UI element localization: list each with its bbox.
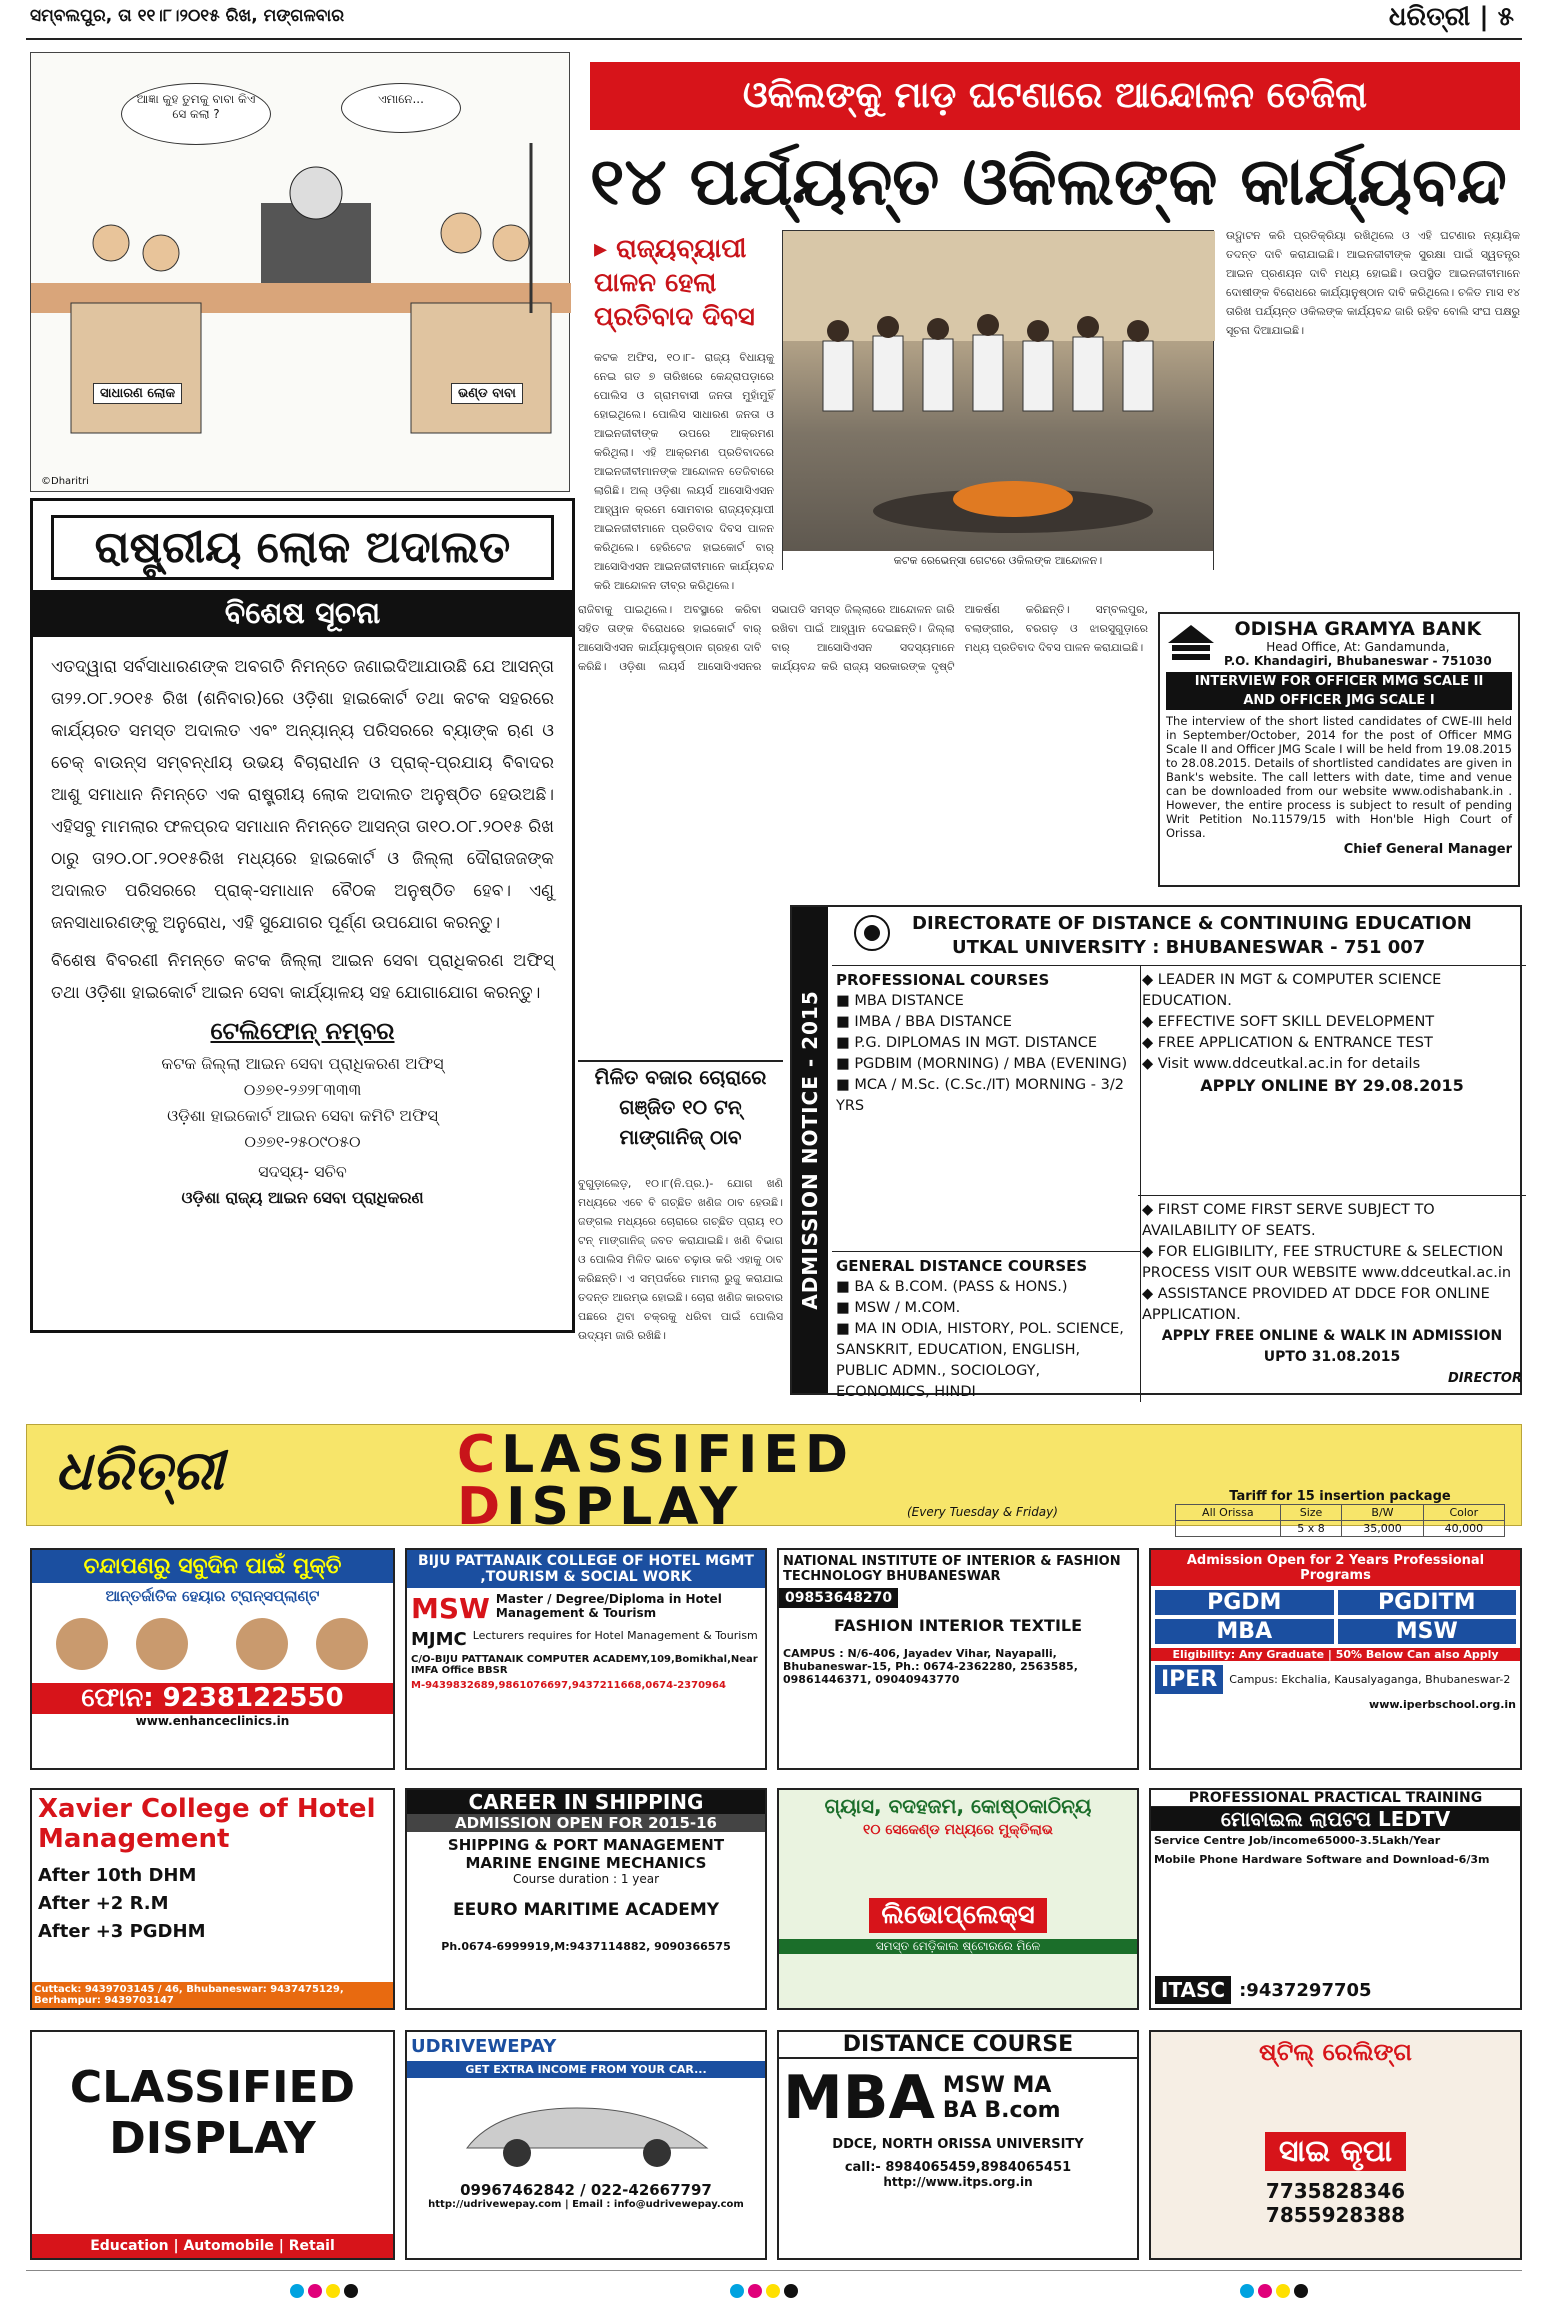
- xavier-line-1: After 10th DHM: [38, 1865, 197, 1886]
- iper-web: www.iperbschool.org.in: [1369, 1698, 1516, 1711]
- xavier-title: Xavier College of Hotel Management: [38, 1794, 376, 1854]
- livo-title: ଗ୍ୟାସ, ବଦହଜମ, କୋଷ୍ଠକାଠିନ୍ୟ: [824, 1794, 1092, 1818]
- notice-subtitle: ବିଶେଷ ସୂଚନା: [33, 590, 572, 637]
- shipping-phone: Ph.0674-6999919,M:9437114882, 9090366575: [441, 1940, 731, 1953]
- shipping-duration: Course duration : 1 year: [512, 1872, 660, 1886]
- itasc-sub: ମୋବାଇଲ ଲାପଟପ LEDTV: [1151, 1807, 1520, 1831]
- iper-eligibility: Eligibility: Any Graduate | 50% Below Can also Apply: [1151, 1648, 1520, 1661]
- utkal-logo-icon: [852, 913, 892, 953]
- ad-shipping: [405, 1788, 767, 2010]
- pro-head: PROFESSIONAL COURSES: [836, 971, 1050, 989]
- biju-address: C/O-BIJU PATTANAIK COMPUTER ACADEMY,109,Bomikhal,Near IMFA Office BBSR: [411, 1654, 758, 1676]
- dateline: ସମ୍ବଲପୁର, ତା ୧୧।୮।୨୦୧୫ ରିଖ, ମଙ୍ଗଳବାର: [30, 6, 345, 26]
- udrive-title: UDRIVEWEPAY: [411, 2036, 557, 2057]
- label-fake-baba: ଭଣ୍ଡ ବାବା: [451, 383, 523, 404]
- niift-courses: FASHION INTERIOR TEXTILE: [833, 1616, 1083, 1635]
- lead-kicker: ▸ ରାଜ୍ୟବ୍ୟାପୀ ପାଳନ ହେଲା ପ୍ରତିବାଦ ଦିବସ: [594, 234, 755, 332]
- biju-title: BIJU PATTANAIK COLLEGE OF HOTEL MGMT ,TOURISM & SOCIAL WORK: [407, 1550, 765, 1588]
- walk-in: APPLY FREE ONLINE & WALK IN ADMISSION UPTO 31.08.2015: [1161, 1328, 1503, 1365]
- bank-signature: Chief General Manager: [1343, 842, 1512, 857]
- biju-course: Master / Degree/Diploma in Hotel Management & Tourism: [495, 1592, 722, 1620]
- shipping-academy: EEURO MARITIME ACADEMY: [452, 1900, 720, 1920]
- cartoon-credit: ©Dharitri: [41, 476, 89, 487]
- pro-item-1: ■ MBA DISTANCE: [836, 993, 964, 1009]
- masthead: ଧରିତ୍ରୀ | ୫: [1388, 2, 1514, 32]
- itasc-phone: :9437297705: [1239, 1979, 1372, 2001]
- info-2: ◆ FOR ELIGIBILITY, FEE STRUCTURE & SELECTION PROCESS VISIT OUR WEBSITE www.ddceutkal.ac.in: [1142, 1244, 1512, 1281]
- shipping-title: CAREER IN SHIPPING: [407, 1790, 765, 1814]
- hair-phone: ଫୋନ: 9238122550: [32, 1683, 393, 1714]
- pro-item-3: ■ P.G. DIPLOMAS IN MGT. DISTANCE: [836, 1035, 1098, 1051]
- pro-item-5: ■ MCA / M.Sc. (C.Sc./IT) MORNING - 3/2 YRS: [836, 1077, 1124, 1114]
- railing-phone-1: 7735828346: [1265, 2179, 1406, 2203]
- registration-marks-2: [730, 2284, 810, 2302]
- registration-marks-1: [290, 2284, 370, 2302]
- classified-tag: (Every Tuesday & Friday): [907, 1505, 1058, 1519]
- dc-title: DISTANCE COURSE: [779, 2032, 1137, 2059]
- ddce-side-text: ADMISSION NOTICE - 2015: [798, 990, 822, 1310]
- biju-mjmc: MJMC: [411, 1629, 467, 1650]
- lead-banner: ଓକିଲଙ୍କୁ ମାଡ଼ ଘଟଣାରେ ଆନ୍ଦୋଳନ ତେଜିଲା: [590, 62, 1520, 130]
- railing-phone-2: 7855928388: [1265, 2203, 1406, 2227]
- classified-banner: [26, 1424, 1522, 1537]
- shipping-course-1: SHIPPING & PORT MANAGEMENT: [447, 1836, 725, 1854]
- feature-2: ◆ EFFECTIVE SOFT SKILL DEVELOPMENT: [1142, 1014, 1435, 1030]
- ddce-features: [1138, 965, 1526, 1199]
- railing-title: ଷ୍ଟିଲ୍ ରେଲିଙ୍ଗ: [1259, 2038, 1412, 2066]
- classified-title: CLASSIFIED DISPLAY: [457, 1425, 855, 1537]
- shipping-course-2: MARINE ENGINE MECHANICS: [465, 1854, 707, 1872]
- gen-item-2: ■ MSW / M.COM.: [836, 1300, 961, 1316]
- pro-item-4: ■ PGDBIM (MORNING) / MBA (EVENING): [836, 1056, 1128, 1072]
- ddce-side-band: [792, 907, 828, 1393]
- ad-classified-display: [30, 2030, 395, 2260]
- ddce-admission-ad: [790, 905, 1522, 1400]
- photo-crowd-graphic: [783, 231, 1215, 551]
- dc-phone: call:- 8984065459,8984065451: [844, 2160, 1072, 2175]
- gen-head: GENERAL DISTANCE COURSES: [836, 1257, 1088, 1275]
- ad-iper: [1149, 1548, 1522, 1770]
- feature-4: ◆ Visit www.ddceutkal.ac.in for details: [1142, 1056, 1421, 1072]
- registration-marks-3: [1240, 2284, 1320, 2302]
- notice-body-2: ବିଶେଷ ବିବରଣୀ ନିମନ୍ତେ କଟକ ଜିଲ୍ଲା ଆଇନ ସେବା ପ୍ରାଧିକରଣ ଅଫିସ୍ ତଥା ଓଡ଼ିଶା ହାଇକୋର୍ଟ ଆଇନ ସେବା କାର୍ଯ୍ୟାଳୟ ସହ ଯୋଗାଯୋଗ କରନ୍ତୁ।: [51, 951, 554, 1003]
- livo-footer: ସମସ୍ତ ମେଡ଼ିକାଲ ଷ୍ଟୋରରେ ମିଳେ: [779, 1939, 1137, 1954]
- car-graphic: [407, 2078, 767, 2178]
- hair-sub: ଆନ୍ତର୍ଜାତିକ ହେୟାର ଟ୍ରାନ୍ସପ୍ଲାଣ୍ଟ: [105, 1587, 320, 1605]
- bank-office: Head Office, At: Gandamunda,: [1266, 640, 1450, 654]
- cartoon-drawing: [31, 53, 571, 493]
- itasc-logo: ITASC: [1155, 1976, 1231, 2004]
- iper-mba: MBA: [1155, 1619, 1334, 1644]
- lead-column-3: ଉଦ୍ଘାଟନ କରି ପ୍ରତିକ୍ରିୟା ରଖିଥିଲେ ଓ ଏହି ଘଟଣାର ନ୍ୟାୟିକ ତଦନ୍ତ ଦାବି କରାଯାଇଛି। ଆଇନଜୀବୀଙ୍କ ସୁରକ୍ଷା ପାଇଁ ସ୍ୱତନ୍ତ୍ର ଆଇନ ପ୍ରଣୟନ ଦାବି ମଧ୍ୟ ହୋଇଛି। ଉପସ୍ଥିତ ଆଇନଜୀବୀମାନେ ଦୋଷୀଙ୍କ ବିରୋଧରେ କାର୍ଯ୍ୟାନୁଷ୍ଠାନ ଦାବି କରିଥିଲେ। ଚଳିତ ମାସ ୧୪ ତାରିଖ ପର୍ଯ୍ୟନ୍ତ ଓକିଲଙ୍କ କାର୍ଯ୍ୟବନ୍ଦ ଜାରି ରହିବ ବୋଲି ସଂଘ ପକ୍ଷରୁ ସୂଚନା ଦିଆଯାଇଛି।: [1226, 229, 1520, 337]
- ad-steel-railing: [1149, 2030, 1522, 2260]
- feature-3: ◆ FREE APPLICATION & ENTRANCE TEST: [1142, 1035, 1433, 1051]
- dc-university: DDCE, NORTH ORISSA UNIVERSITY: [832, 2137, 1084, 2152]
- editorial-cartoon: [30, 52, 570, 492]
- iper-msw: MSW: [1338, 1619, 1517, 1644]
- itasc-line-1: Service Centre Job/income65000-3.5Lakh/Year: [1154, 1834, 1441, 1847]
- gen-item-1: ■ BA & B.COM. (PASS & HONS.): [836, 1279, 1068, 1295]
- bank-bar-2: AND OFFICER JMG SCALE I: [1166, 691, 1512, 710]
- udrive-web: http://udrivewepay.com | Email : info@udrivewepay.com: [428, 2199, 744, 2210]
- notice-sign-2: ଓଡ଼ିଶା ରାଜ୍ୟ ଆଇନ ସେବା ପ୍ରାଧିକରଣ: [181, 1188, 424, 1207]
- ddce-professional: [832, 965, 1141, 1254]
- iper-pgditm: PGDITM: [1338, 1590, 1517, 1615]
- hair-title: ଚନ୍ଦାପଣରୁ ସବୁଦିନ ପାଇଁ ମୁକ୍ତି: [32, 1550, 393, 1583]
- gramya-bank-ad: [1158, 612, 1520, 887]
- footer-rule: [26, 2270, 1522, 2271]
- tariff-box: [1175, 1489, 1505, 1537]
- iper-pgdm: PGDM: [1155, 1590, 1334, 1615]
- ddce-info: [1138, 1195, 1526, 1404]
- shipping-sub: ADMISSION OPEN FOR 2015-16: [407, 1814, 765, 1832]
- itasc-line-2: Mobile Phone Hardware Software and Download-6/3m: [1154, 1853, 1490, 1866]
- dc-right-2: BA B.com: [942, 2098, 1061, 2123]
- bank-logo-icon: [1166, 623, 1216, 663]
- photo-caption: କଟକ ରେଭେନ୍ସା ଗେଟରେ ଓକିଲଙ୍କ ଆନ୍ଦୋଳନ।: [783, 551, 1213, 571]
- iper-logo: IPER: [1155, 1665, 1223, 1694]
- ad-itasc: [1149, 1788, 1522, 2010]
- ad-distance-course: [777, 2030, 1139, 2260]
- cd-title-2: DISPLAY: [109, 2113, 316, 2164]
- niift-address: CAMPUS : N/6-406, Jayadev Vihar, Nayapalli, Bhubaneswar-15, Ph.: 0674-2362280, 2563585, 09861446371, 09040943770: [783, 1647, 1078, 1686]
- manganese-headline: ମିଳିତ ବଜାର ଚୋରାରେ ଗଞ୍ଜିତ ୧୦ ଟନ୍ ମାଙ୍ଗାନିଜ୍ ଠାବ: [578, 1060, 783, 1170]
- ad-livoplex: [777, 1788, 1139, 2010]
- before-after-graphic: [32, 1609, 392, 1679]
- iper-address: Campus: Ekchalia, Kausalyaganga, Bhubaneswar-2: [1229, 1673, 1511, 1686]
- ad-udrivewepay: [405, 2030, 767, 2260]
- dc-mba: MBA: [783, 2063, 935, 2133]
- biju-lecturers: Lecturers requires for Hotel Management & Tourism: [472, 1629, 758, 1642]
- speech-bubble-reply: ଏମାନେ...: [341, 83, 461, 133]
- ad-niift: [777, 1548, 1139, 1770]
- ad-hair-clinic: [30, 1548, 395, 1770]
- udrive-phone: 09967462842 / 022-42667797: [460, 2181, 712, 2199]
- lead-column-1: କଟକ ଅଫିସ, ୧୦।୮- ରାଜ୍ୟ ବିଧାୟକୁ ନେଇ ଗତ ୭ ତାରିଖରେ କେନ୍ଦ୍ରାପଡ଼ାରେ ପୋଲିସ ଓ ଗ୍ରାମବାସୀ ଜନତା ମୁହାଁମୁହିଁ ହୋଇଥିଲେ। ପୋଲିସ ସାଧାରଣ ଜନତା ଓ ଆଇନଜୀବୀଙ୍କ ଉପରେ ଆକ୍ରମଣ କରିଥିଲା। ଏହି ଆକ୍ରମଣ ପ୍ରତିବାଦରେ ଆଇନଜୀବୀମାନଙ୍କ ଆନ୍ଦୋଳନ ତେଜିବାରେ ଲାଗିଛି। ଅଲ୍ ଓଡ଼ିଶା ଲୟର୍ସ ଆସୋସିଏସନ ଆହ୍ୱାନ କ୍ରମେ ସୋମବାର ରାଜ୍ୟବ୍ୟାପୀ ଆଇନଜୀବୀମାନେ ପ୍ରତିବାଦ ଦିବସ ପାଳନ କରିଥିଲେ। ହେରିଟେଜ ହାଇକୋର୍ଟ ବାର୍ ଆସୋସିଏସନ ଆଇନଜୀବୀମାନେ କାର୍ଯ୍ୟବନ୍ଦ କରି ଆନ୍ଦୋଳନ ତୀବ୍ର କରିଥିଲେ।: [594, 351, 774, 592]
- tariff-title: Tariff for 15 insertion package: [1229, 1489, 1451, 1504]
- dc-web: http://www.itps.org.in: [883, 2175, 1033, 2189]
- dc-right-1: MSW MA: [942, 2073, 1052, 2098]
- biju-phone: M-9439832689,9861076697,9437211668,0674-2370964: [411, 1680, 726, 1691]
- iper-title: Admission Open for 2 Years Professional Programs: [1151, 1550, 1520, 1586]
- notice-phone-2: ୦୬୭୧-୨୫୦୯୦୫୦: [244, 1132, 361, 1151]
- bank-bar-1: INTERVIEW FOR OFFICER MMG SCALE II: [1166, 672, 1512, 691]
- ddce-university: UTKAL UNIVERSITY : BHUBANESWAR - 751 007: [952, 937, 1426, 958]
- livo-sub: ୧୦ ସେକେଣ୍ଡ ମଧ୍ୟରେ ମୁକ୍ତିଲାଭ: [863, 1822, 1053, 1838]
- speech-bubble-judge: ଆଜ୍ଞା କୁହ ତୁମକୁ ବାବା କିଏ ସେ କଲା ?: [121, 83, 271, 145]
- classified-logo: ଧରିତ୍ରୀ: [55, 1439, 224, 1502]
- railing-brand: ସାଇ କୃପା: [1265, 2132, 1406, 2171]
- tariff-table: All Orissa Size B/W Color 5 x 8 35,000 40,000: [1175, 1504, 1505, 1537]
- feature-1: ◆ LEADER IN MGT & COMPUTER SCIENCE EDUCATION.: [1142, 972, 1442, 1009]
- xavier-line-2: After +2 R.M: [38, 1893, 169, 1914]
- protest-photo: [782, 230, 1214, 570]
- notice-office-1: କଟକ ଜିଲ୍ଲା ଆଇନ ସେବା ପ୍ରାଧିକରଣ ଅଫିସ୍: [161, 1054, 444, 1073]
- udrive-sub: GET EXTRA INCOME FROM YOUR CAR...: [407, 2061, 765, 2078]
- ddce-general: [832, 1251, 1141, 1402]
- ad-biju-college: [405, 1548, 767, 1770]
- livo-brand: ଲିଭୋପ୍ଲେକ୍ସ: [869, 1898, 1046, 1933]
- pro-item-2: ■ IMBA / BBA DISTANCE: [836, 1014, 1012, 1030]
- xavier-phone: Cuttack: 9439703145 / 46, Bhubaneswar: 9437475129, Berhampur: 9439703147: [32, 1982, 393, 2008]
- bank-address: P.O. Khandagiri, Bhubaneswar - 751030: [1224, 654, 1492, 668]
- ddce-heading: DIRECTORATE OF DISTANCE & CONTINUING EDUCATION: [912, 913, 1472, 934]
- header-rule: [26, 38, 1522, 40]
- manganese-story: ବୁଗୁଡ଼ାଲେଡ଼, ୧୦।୮(ନି.ପ୍ର.)- ଯୋଗ ଖଣି ମଧ୍ୟରେ ଏବେ ବି ଗଚ୍ଛିତ ଖଣିଜ ଠାବ ହେଉଛି। ଜଙ୍ଗଲ ମଧ୍ୟରେ ଚୋରାରେ ଗଚ୍ଛିତ ପ୍ରାୟ ୧୦ ଟନ୍ ମାଙ୍ଗାନିଜ୍ ଜବତ କରାଯାଇଛି। ଖଣି ବିଭାଗ ଓ ପୋଲିସ ମିଳିତ ଭାବେ ଚଢ଼ାଉ କରି ଏହାକୁ ଠାବ କରିଛନ୍ତି। ଏ ସମ୍ପର୍କରେ ମାମଲା ରୁଜୁ କରାଯାଇ ତଦନ୍ତ ଆରମ୍ଭ ହୋଇଛି। ଚୋରା ଖଣିଜ କାରବାର ପଛରେ ଥିବା ଚକ୍ରକୁ ଧରିବା ପାଇଁ ପୋଲିସ ଉଦ୍ୟମ ଜାରି ରଖିଛି।: [578, 1177, 783, 1342]
- cd-footer: Education | Automobile | Retail: [32, 2234, 393, 2258]
- niift-phone: 09853648270: [779, 1588, 898, 1608]
- ddce-director: DIRECTOR: [1448, 1371, 1522, 1386]
- lok-adalat-notice: [30, 498, 575, 1333]
- lead-continuation: ରାଜିବାକୁ ପାଇଥିଲେ। ଅବସ୍ଥାରେ କରିବା ସହିତ ତାଙ୍କ ବିରୋଧରେ ହାଇକୋର୍ଟ ବାର୍ ଆସୋସିଏସନ କାର୍ଯ୍ୟାନୁଷ୍ଠାନ ଗ୍ରହଣ ଦାବି କରିଛି। ଓଡ଼ିଶା ଲୟର୍ସ ଆସୋସିଏସନର ସଭାପତି ସମସ୍ତ ଜିଲ୍ଲାରେ ଆନ୍ଦୋଳନ ଜାରି ରଖିବା ପାଇଁ ଆହ୍ୱାନ ଦେଇଛନ୍ତି। ଜିଲ୍ଲା ବାର୍ ଆସୋସିଏସନ ସଦସ୍ୟମାନେ କାର୍ଯ୍ୟବନ୍ଦ କରି ରାଜ୍ୟ ସରକାରଙ୍କ ଦୃଷ୍ଟି ଆକର୍ଷଣ କରିଛନ୍ତି। ସମ୍ବଲପୁର, ବଲାଙ୍ଗୀର, ବରଗଡ଼ ଓ ଝାରସୁଗୁଡ଼ାରେ ମଧ୍ୟ ପ୍ରତିବାଦ ଦିବସ ପାଳନ କରାଯାଇଛି।: [578, 603, 1148, 673]
- lead-headline: ୧୪ ପର୍ଯ୍ୟନ୍ତ ଓକିଲଙ୍କ କାର୍ଯ୍ୟବନ୍ଦ: [590, 143, 1507, 220]
- notice-phone-title: ଟେଲିଫୋନ୍ ନମ୍ବର: [210, 1017, 395, 1045]
- page-number: ୫: [1497, 2, 1514, 32]
- notice-sign-1: ସଦସ୍ୟ- ସଚିବ: [258, 1162, 347, 1181]
- ad-xavier: [30, 1788, 395, 2010]
- notice-body: ଏତଦ୍ୱାରା ସର୍ବସାଧାରଣଙ୍କ ଅବଗତି ନିମନ୍ତେ ଜଣାଇଦିଆଯାଉଛି ଯେ ଆସନ୍ତା ତା୨୨.୦୮.୨୦୧୫ ରିଖ (ଶନିବାର)ରେ ଓଡ଼ିଶା ହାଇକୋର୍ଟ ତଥା କଟକ ସହରରେ କାର୍ଯ୍ୟରତ ସମସ୍ତ ଅଦାଲତ ଏବଂ ଅନ୍ୟାନ୍ୟ ପରିସରରେ ବ୍ୟାଙ୍କ ଋଣ ଓ ଚେକ୍ ବାଉନ୍ସ ସମ୍ବନ୍ଧୀୟ ଉଭୟ ବିଚାରାଧୀନ ଓ ପ୍ରାକ୍-ପ୍ରଯାୟ ବିବାଦର ଆଶୁ ସମାଧାନ ନିମନ୍ତେ ଏକ ରାଷ୍ଟ୍ରୀୟ ଲୋକ ଅଦାଲତ ଅନୁଷ୍ଠିତ ହେଉଅଛି। ଏହିସବୁ ମାମଲାର ଫଳପ୍ରଦ ସମାଧାନ ନିମନ୍ତେ ଆସନ୍ତା ତା୧୦.୦୮.୨୦୧୫ ରିଖ ଠାରୁ ତା୨୦.୦୮.୨୦୧୫ରିଖ ମଧ୍ୟରେ ହାଇକୋର୍ଟ ଓ ଜିଲ୍ଲା ଦୌରାଜଜଙ୍କ ଅଦାଲତ ପରିସରରେ ପ୍ରାକ୍-ସମାଧାନ ବୈଠକ ଅନୁଷ୍ଠିତ ହେବ। ଏଣୁ ଜନସାଧାରଣଙ୍କୁ ଅନୁରୋଧ, ଏହି ସୁଯୋଗର ପୂର୍ଣ୍ଣ ଉପଯୋଗ କରନ୍ତୁ।: [51, 657, 554, 933]
- bank-text: The interview of the short listed candidates of CWE-III held in September/October, 2014 for the post of Officer MMG Scale II and Officer JMG Scale I will be held from 19.08.2015 to 28.08.2015. Details of shortlisted candidates are given in Bank's website. The call letters with date, time and venue can be downloaded from our website www.odishabank.in . However, the entire process is subject to result of pending Writ Petition No.11579/15 with Hon'ble High Court of Orissa.: [1166, 714, 1512, 840]
- hair-web: www.enhanceclinics.in: [135, 1714, 290, 1728]
- notice-title: ରାଷ୍ଟ୍ରୀୟ ଲୋକ ଅଦାଲତ: [51, 515, 554, 580]
- bank-name: ODISHA GRAMYA BANK: [1234, 618, 1482, 640]
- gen-item-3: ■ MA IN ODIA, HISTORY, POL. SCIENCE, SANSKRIT, EDUCATION, ENGLISH, PUBLIC ADMN., SOCIOLOGY, ECONOMICS, HINDI: [836, 1321, 1124, 1400]
- notice-office-2: ଓଡ଼ିଶା ହାଇକୋର୍ଟ ଆଇନ ସେବା କମିଟି ଅଫିସ୍: [167, 1106, 438, 1125]
- biju-msw: MSW: [411, 1592, 490, 1625]
- label-common-people: ସାଧାରଣ ଲୋକ: [93, 383, 182, 404]
- xavier-line-3: After +3 PGDHM: [38, 1921, 206, 1942]
- info-1: ◆ FIRST COME FIRST SERVE SUBJECT TO AVAILABILITY OF SEATS.: [1142, 1202, 1435, 1239]
- notice-phone-1: ୦୬୭୧-୨୬୨୮୩୩୩: [243, 1080, 362, 1099]
- cd-title-1: CLASSIFIED: [69, 2062, 356, 2113]
- niift-title: NATIONAL INSTITUTE OF INTERIOR & FASHION TECHNOLOGY BHUBANESWAR: [783, 1554, 1121, 1584]
- itasc-title: PROFESSIONAL PRACTICAL TRAINING: [1151, 1790, 1520, 1807]
- info-3: ◆ ASSISTANCE PROVIDED AT DDCE FOR ONLINE APPLICATION.: [1142, 1286, 1490, 1323]
- paper-name: ଧରିତ୍ରୀ: [1388, 2, 1471, 32]
- apply-online: APPLY ONLINE BY 29.08.2015: [1200, 1076, 1464, 1095]
